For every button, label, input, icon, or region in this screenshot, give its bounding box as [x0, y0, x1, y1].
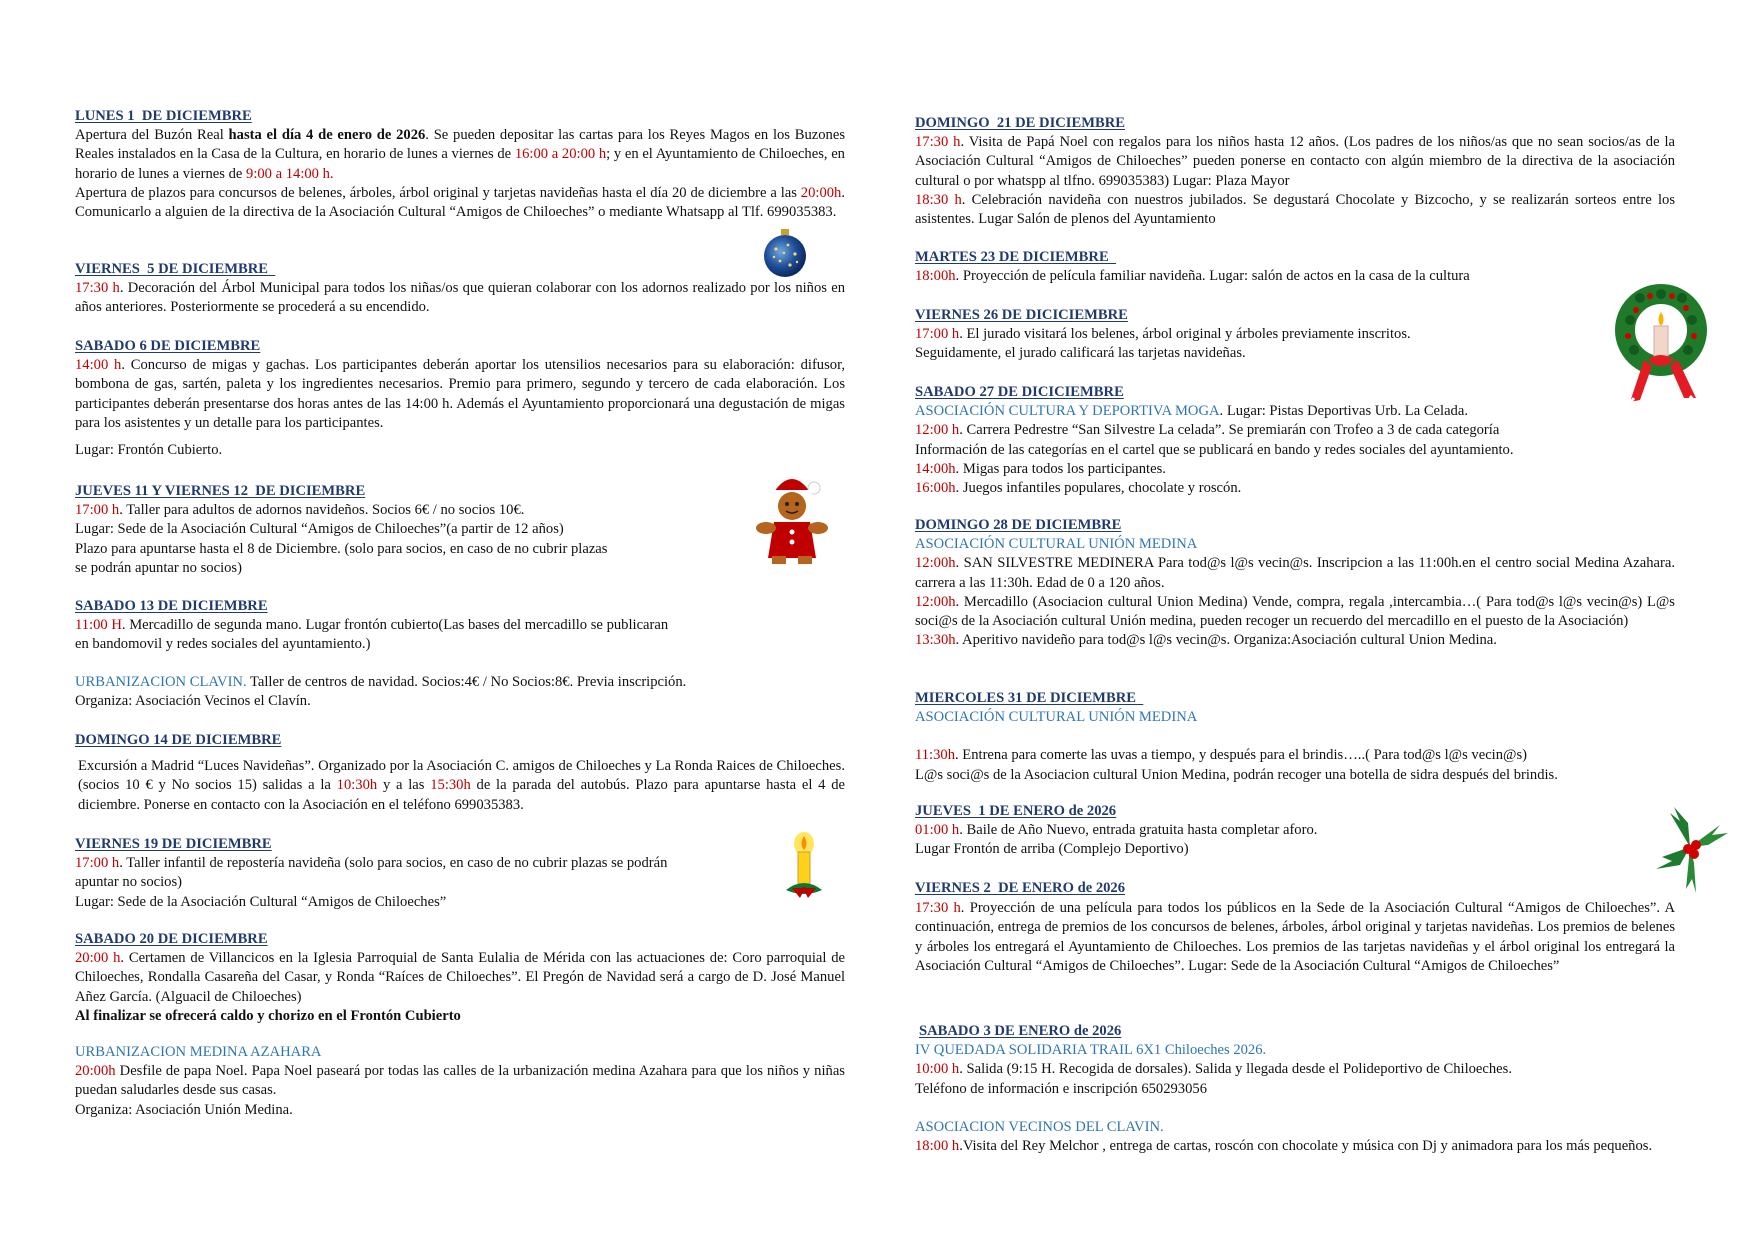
- event-dec-27: [915, 383, 1675, 498]
- advent-wreath-icon: [1610, 280, 1712, 416]
- association-name: ASOCIACION VECINOS DEL CLAVIN.: [915, 1119, 1164, 1135]
- event-text: se podrán apuntar no socios): [75, 559, 242, 576]
- event-text: 17:30 h. Proyección de una película para todos los públicos en la Sede de la Asociación Cultural “Amigos de Chiloeches”. A continuación, entrega de premios de los concursos de belenes, árboles, árbol original y tarjetas navideñas. Los premios de belenes y árboles los entregará el Ayuntamiento de Chiloeches. Los premios de las tarjetas navideñas y el árbol original los entregará la Asociación Cultural “Amigos de Chiloeches”. Lugar: Sede de la Asociación Cultural “Amigos de Chiloeches”: [915, 900, 1675, 974]
- event-text: 18:30 h. Celebración navideña con nuestros jubilados. Se degustará Chocolate y Bizcocho, y se realizarán sorteos entre los asistentes. Lugar Salón de plenos del Ayuntamiento: [915, 191, 1676, 228]
- event-text: 20:00 h. Certamen de Villancicos en la Iglesia Parroquial de Santa Eulalia de Mérida con las actuaciones de: Coro parroquial de Chiloeches, Rondalla Casareña del Casar, y Ronda “Raíces de Chiloeches”. El Pregón de Navidad será a cargo de D. José Manuel Añez García. (Alguacil de Chiloeches): [75, 950, 846, 1005]
- event-text: Teléfono de información e inscripción 650293056: [915, 1080, 1207, 1097]
- event-text: 17:30 h. Visita de Papá Noel con regalos para los niños hasta 12 años. (Los padres de los niños/as que no sean socios/as de la Asociación Cultural “Amigos de Chiloeches” pueden ponerse en contacto con algún miembro de la directiva de la asociación cultural o por whatspp al tlfno. 699035383) Lugar: Plaza Mayor: [915, 134, 1675, 189]
- event-text: ASOCIACIÓN CULTURA Y DEPORTIVA MOGA. Lugar: Pistas Deportivas Urb. La Celada.: [915, 403, 1468, 420]
- event-organizer: Organiza: Asociación Unión Medina.: [75, 1101, 293, 1118]
- association-name: ASOCIACIÓN CULTURA Y DEPORTIVA MOGA: [915, 403, 1220, 420]
- event-text: 10:00 h. Salida (9:15 H. Recogida de dorsales). Salida y llegada desde el Polideportivo de Chiloeches.: [915, 1061, 1512, 1078]
- christmas-ornament-icon: [762, 229, 808, 279]
- event-heading: SABADO 13 DE DICIEMBRE: [75, 598, 268, 614]
- event-text: 12:00 h. Carrera Pedrestre “San Silvestre La celada”. Se premiarán con Trofeo a 3 de cada categoría: [915, 422, 1500, 439]
- event-heading: VIERNES 26 DE DICICIEMBRE: [915, 307, 1128, 323]
- event-text: 12:00h. Mercadillo (Asociacion cultural Union Medina) Vende, compra, regala ,intercambia…( Para tod@s l@s vecin@s) L@s soci@s de la Asociación cultural Unión medina, pueden recoger un recuerdo del mercadillo en el puesto de la Asociación): [915, 593, 1675, 630]
- event-text: 14:00h. Migas para todos los participantes.: [915, 460, 1166, 477]
- event-jan-1: [915, 802, 1675, 860]
- event-text: 17:30 h. Decoración del Árbol Municipal para todos los niñas/os que quieran colaborar con los adornos realizado por los niños en años anteriores. Posteriormente se procederá a su encendido.: [75, 280, 846, 316]
- event-heading: VIERNES 5 DE DICIEMBRE: [75, 261, 276, 277]
- event-heading: DOMINGO 14 DE DICIEMBRE: [75, 732, 282, 748]
- event-text: Plazo para apuntarse hasta el 8 de Diciembre. (solo para socios, en caso de no cubrir plazas: [75, 540, 608, 557]
- event-dec-14: [75, 731, 845, 815]
- event-text: 11:30h. Entrena para comerte las uvas a tiempo, y después para el brindis…..( Para tod@s l@s vecin@s): [915, 747, 1528, 764]
- event-text: 20:00h Desfile de papa Noel. Papa Noel paseará por todas las calles de la urbanización medina Azahara para que los niños y niñas puedan saludarles desde sus casas.: [75, 1063, 845, 1099]
- event-heading: SABADO 20 DE DICIEMBRE: [75, 931, 268, 947]
- event-dec-13: [75, 597, 845, 655]
- event-heading: MIERCOLES 31 DE DICIEMBRE: [915, 690, 1144, 706]
- event-text: 17:00 h. Taller para adultos de adornos navideños. Socios 6€ / no socios 10€.: [75, 502, 525, 519]
- event-heading: LUNES 1 DE DICIEMBRE: [75, 108, 252, 124]
- event-text: en bandomovil y redes sociales del ayuntamiento.): [75, 636, 371, 653]
- event-jan-2: [915, 879, 1675, 976]
- event-dec-26: [915, 306, 1675, 364]
- association-name: ASOCIACIÓN CULTURAL UNIÓN MEDINA: [915, 536, 1198, 553]
- event-text: apuntar no socios): [75, 874, 182, 891]
- event-heading: VIERNES 19 DE DICIEMBRE: [75, 836, 272, 852]
- event-text: L@s soci@s de la Asociacion cultural Union Medina, podrán recoger una botella de sidra después del brindis.: [915, 766, 1558, 783]
- association-name: ASOCIACIÓN CULTURAL UNIÓN MEDINA: [915, 709, 1198, 726]
- event-text: 11:00 H. Mercadillo de segunda mano. Lugar frontón cubierto(Las bases del mercadillo se publicaran: [75, 617, 669, 634]
- event-text: Seguidamente, el jurado calificará las tarjetas navideñas.: [915, 345, 1246, 362]
- event-text: Lugar: Sede de la Asociación Cultural “Amigos de Chiloeches”(a partir de 12 años): [75, 521, 564, 538]
- event-text: 12:00h. SAN SILVESTRE MEDINERA Para tod@s l@s vecin@s. Inscripcion a las 11:00h.en el centro social Medina Azahara. carrera a las 11:30h. Edad de 0 a 120 años.: [915, 555, 1675, 591]
- event-subtitle: IV QUEDADA SOLIDARIA TRAIL 6X1 Chiloeches 2026.: [915, 1042, 1267, 1059]
- event-clavin: [75, 673, 845, 711]
- event-clavin-melchor: [915, 1118, 1675, 1156]
- event-heading: SABADO 3 DE ENERO de 2026: [919, 1023, 1122, 1039]
- event-heading: JUEVES 11 Y VIERNES 12 DE DICIEMBRE: [75, 483, 366, 499]
- event-organizer: Organiza: Asociación Vecinos el Clavín.: [75, 693, 311, 710]
- event-text: Lugar Frontón de arriba (Complejo Deportivo): [915, 841, 1189, 858]
- event-dec-20: [75, 930, 845, 1026]
- event-dec-6: [75, 337, 845, 460]
- event-text: Lugar: Sede de la Asociación Cultural “Amigos de Chiloeches”: [75, 893, 447, 910]
- event-heading: DOMINGO 28 DE DICIEMBRE: [915, 517, 1122, 533]
- association-name: URBANIZACION CLAVIN.: [75, 674, 247, 690]
- event-text: 17:00 h. El jurado visitará los belenes, árbol original y árboles previamente inscritos.: [915, 326, 1411, 343]
- event-text: 17:00 h. Taller infantil de repostería navideña (solo para socios, en caso de no cubrir plazas se podrán: [75, 855, 668, 872]
- event-dec-11-12: [75, 482, 845, 578]
- event-text: 01:00 h. Baile de Año Nuevo, entrada gratuita hasta completar aforo.: [915, 822, 1318, 839]
- event-dec-1: [75, 107, 845, 222]
- event-heading: DOMINGO 21 DE DICIEMBRE: [915, 115, 1125, 131]
- event-dec-19: [75, 835, 845, 912]
- event-heading: SABADO 6 DE DICIEMBRE: [75, 338, 261, 354]
- event-heading: MARTES 23 DE DICIEMBRE: [915, 249, 1116, 265]
- event-text: Excursión a Madrid “Luces Navideñas”. Organizado por la Asociación C. amigos de Chiloeches y La Ronda Raices de Chiloeches. (socios 10 € y No socios 15) salidas a la 10:30h y a las 15:30h de la parada del autobús. Plazo para apuntarse hasta el 4 de diciembre. Ponerse en contacto con la Asociación en el teléfono 699035383.: [78, 758, 845, 813]
- holly-icon: [1650, 803, 1732, 895]
- gingerbread-man-icon: [752, 470, 832, 565]
- event-place: Lugar: Frontón Cubierto.: [75, 442, 223, 459]
- event-jan-3: [915, 1022, 1675, 1099]
- christmas-candle-icon: [778, 832, 830, 902]
- event-text: URBANIZACION CLAVIN. Taller de centros de navidad. Socios:4€ / No Socios:8€. Previa inscripción.: [75, 674, 687, 690]
- event-medina-azahara: [75, 1043, 845, 1120]
- event-dec-5: [75, 260, 845, 318]
- event-heading: SABADO 27 DE DICICIEMBRE: [915, 384, 1124, 400]
- event-note: Al finalizar se ofrecerá caldo y chorizo en el Frontón Cubierto: [75, 1007, 461, 1024]
- event-heading: VIERNES 2 DE ENERO de 2026: [915, 880, 1126, 896]
- event-dec-23: [915, 248, 1675, 286]
- event-text: 18:00h. Proyección de película familiar navideña. Lugar: salón de actos en la casa de la cultura: [915, 268, 1470, 285]
- association-name: URBANIZACION MEDINA AZAHARA: [75, 1044, 322, 1060]
- event-text: 18:00 h.Visita del Rey Melchor , entrega de cartas, roscón con chocolate y música con Dj y animadora para los más pequeños.: [915, 1138, 1653, 1155]
- event-dec-28: [915, 516, 1675, 650]
- event-text: Información de las categorías en el cartel que se publicará en bando y redes sociales del ayuntamiento.: [915, 441, 1514, 458]
- event-heading: JUEVES 1 DE ENERO de 2026: [915, 803, 1117, 819]
- event-text: 14:00 h. Concurso de migas y gachas. Los participantes deberán aportar los utensilios necesarios para su elaboración: difusor, bombona de gas, sartén, paleta y los ingredientes necesarios. Premio para primero, segundo y tercero de cada elaboración. Los participantes deberán presentarse dos horas antes de las 14:00 h. Además el Ayuntamiento proporcionará una degustación de migas para los asistentes y un detalle para los participantes.: [75, 357, 845, 431]
- event-text: 13:30h. Aperitivo navideño para tod@s l@s vecin@s. Organiza:Asociación cultural Union Medina.: [915, 632, 1497, 649]
- event-dec-31: [915, 689, 1675, 785]
- event-text: 16:00h. Juegos infantiles populares, chocolate y roscón.: [915, 480, 1242, 497]
- event-dec-21: [915, 114, 1675, 229]
- event-text: Apertura del Buzón Real hasta el día 4 de enero de 2026. Se pueden depositar las cartas para los Reyes Magos en los Buzones Reales instalados en la Casa de la Cultura, en horario de lunes a viernes de 16:00 a 20:00 h; y en el Ayuntamiento de Chiloeches, en horario de lunes a viernes de 9:00 a 14:00 h.: [75, 127, 845, 182]
- event-text: Apertura de plazos para concursos de belenes, árboles, árbol original y tarjetas navideñas hasta el día 20 de diciembre a las 20:00h. Comunicarlo a alguien de la directiva de la Asociación Cultural “Amigos de Chiloeches” o mediante Whatsapp al Tlf. 699035383.: [75, 184, 845, 221]
